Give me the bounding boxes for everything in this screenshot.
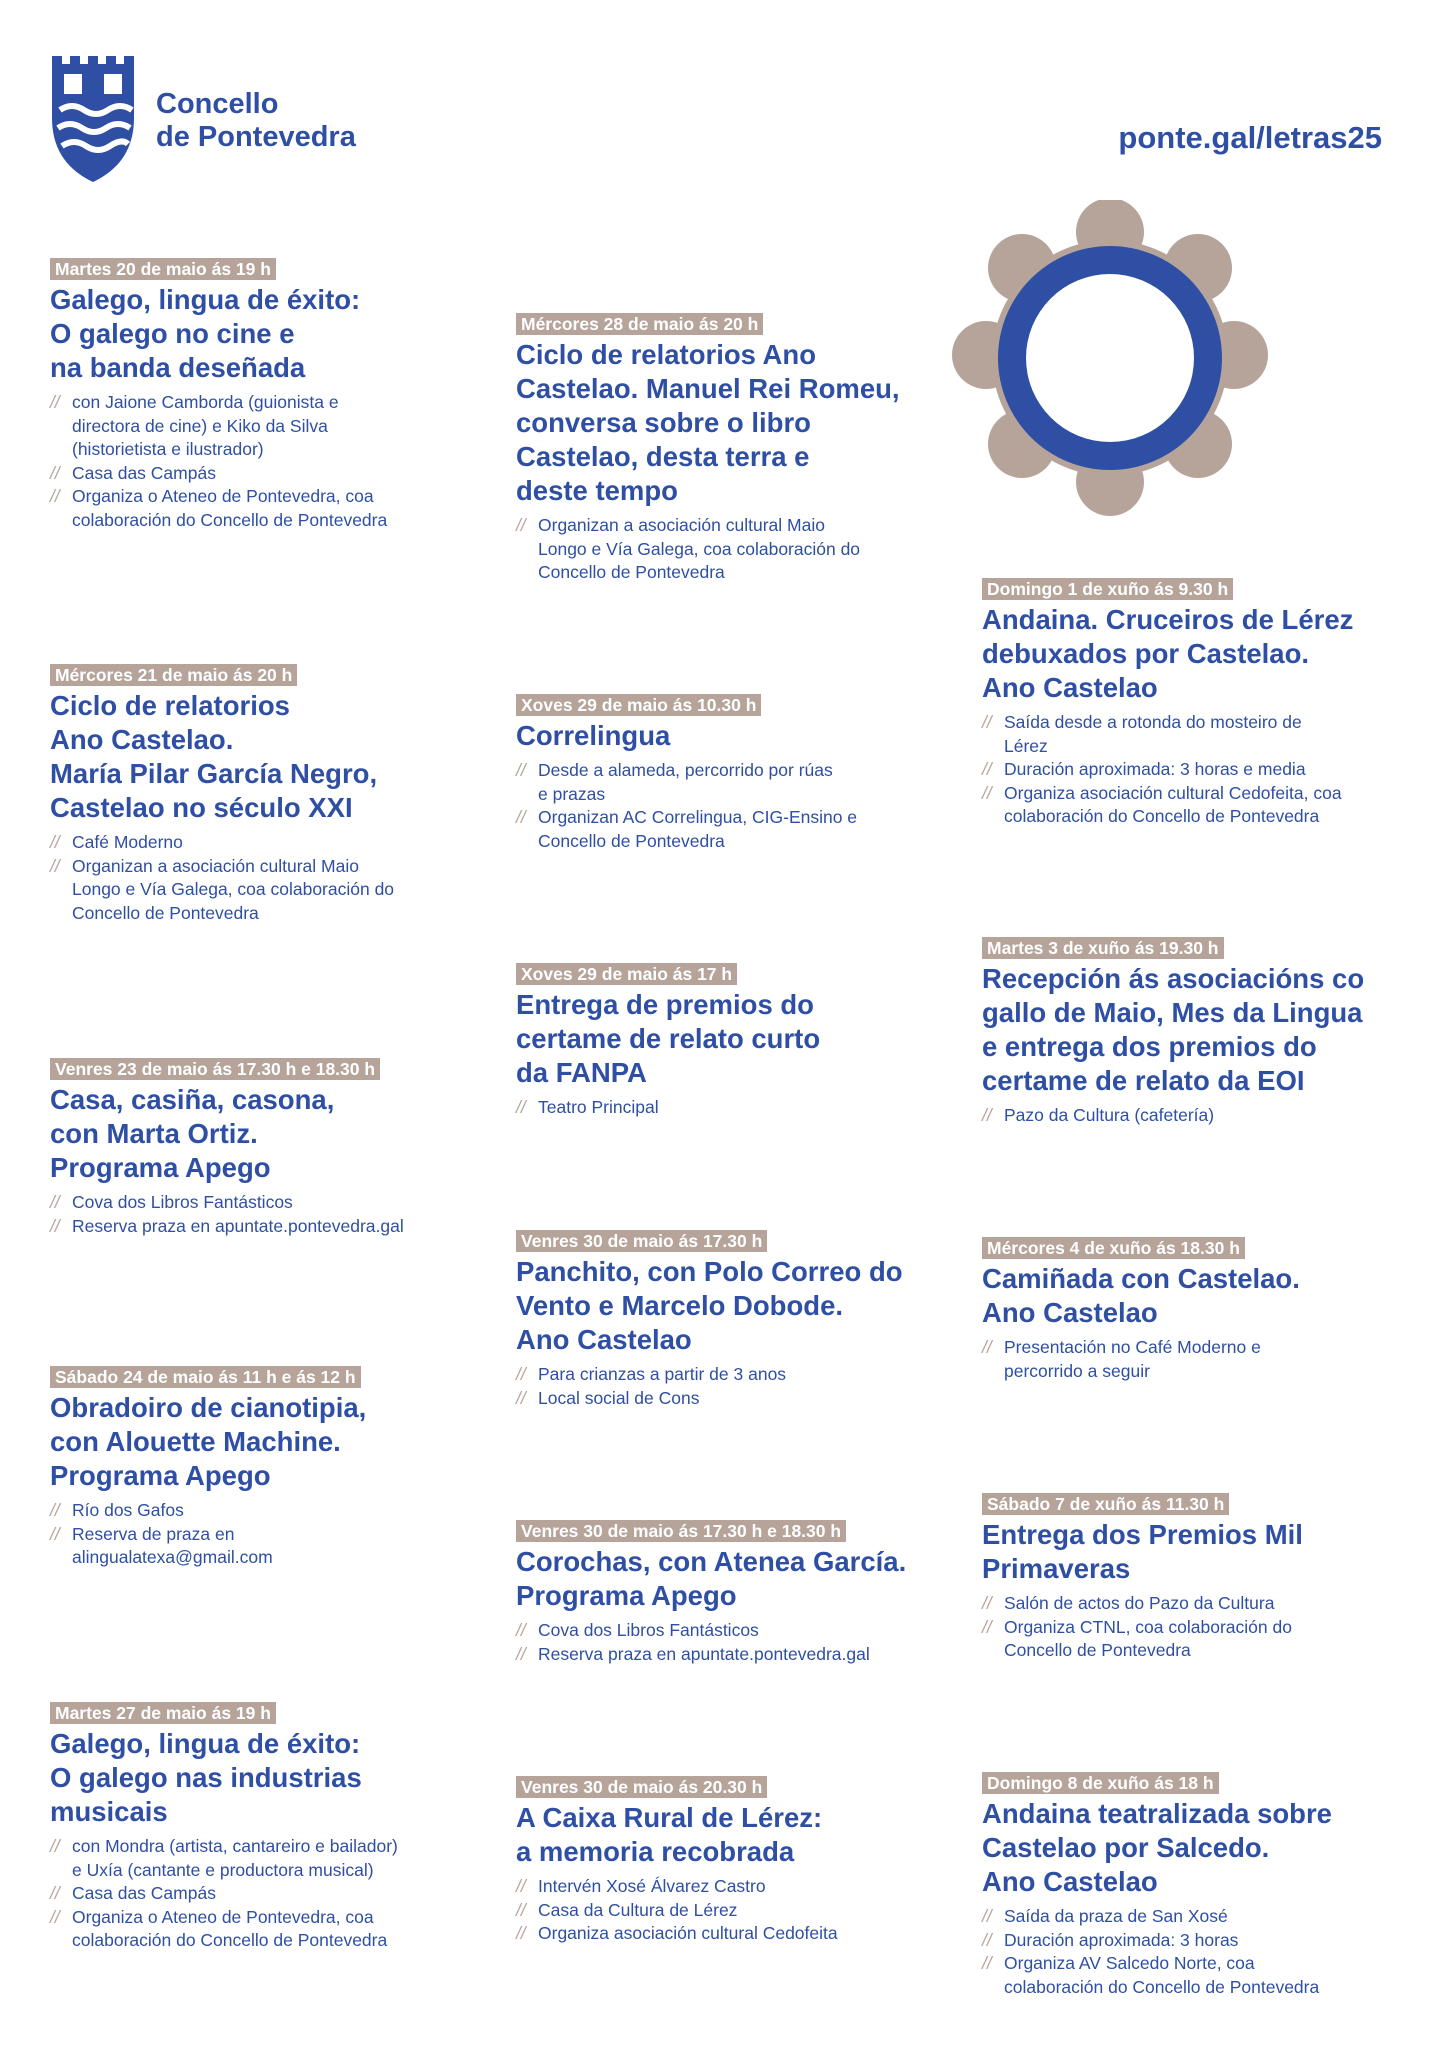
event-detail: // Organiza AV Salcedo Norte, coa colaboración do Concello de Pontevedra bbox=[982, 1953, 1320, 1997]
event-title bbox=[50, 1083, 470, 1185]
event-card bbox=[50, 1702, 470, 1953]
slash-marker-icon: // bbox=[516, 1923, 526, 1943]
event-title bbox=[982, 962, 1402, 1098]
event-date-badge: Venres 30 de maio ás 17.30 h e 18.30 h bbox=[516, 1520, 846, 1542]
event-title-line: con Alouette Machine. bbox=[50, 1426, 341, 1457]
event-title-line: Corochas, con Atenea García. bbox=[516, 1546, 907, 1577]
event-card bbox=[516, 313, 936, 585]
event-detail: // Café Moderno bbox=[50, 831, 470, 855]
event-date-badge: Domingo 1 de xuño ás 9.30 h bbox=[982, 578, 1233, 600]
event-detail: // Organiza CTNL, coa colaboración do Concello de Pontevedra bbox=[982, 1616, 1292, 1660]
slash-marker-icon: // bbox=[50, 462, 60, 483]
slash-marker-icon: // bbox=[516, 1364, 526, 1384]
event-card bbox=[982, 578, 1402, 829]
event-card bbox=[50, 664, 470, 925]
event-title-line: Ano Castelao bbox=[982, 1297, 1158, 1328]
event-date-badge: Martes 3 de xuño ás 19.30 h bbox=[982, 937, 1224, 959]
event-date-badge: Martes 27 de maio ás 19 h bbox=[50, 1702, 276, 1724]
event-card bbox=[982, 1237, 1402, 1383]
event-title-line: Programa Apego bbox=[50, 1460, 271, 1491]
slash-marker-icon: // bbox=[516, 760, 526, 780]
event-title bbox=[516, 988, 936, 1090]
slash-marker-icon: // bbox=[50, 832, 60, 852]
slash-marker-icon: // bbox=[516, 1643, 526, 1664]
slash-marker-icon: // bbox=[516, 1876, 526, 1896]
slash-marker-icon: // bbox=[982, 1616, 992, 1637]
event-detail: // Salón de actos do Pazo da Cultura bbox=[982, 1592, 1402, 1616]
event-detail: // Cova dos Libros Fantásticos bbox=[50, 1191, 470, 1215]
event-date-badge: Xoves 29 de maio ás 10.30 h bbox=[516, 694, 761, 716]
event-date-badge: Xoves 29 de maio ás 17 h bbox=[516, 963, 737, 985]
event-title bbox=[516, 1545, 936, 1613]
event-title bbox=[982, 1262, 1402, 1330]
event-detail: // Saída da praza de San Xosé bbox=[982, 1905, 1402, 1929]
event-title-line: Castelao no século XXI bbox=[50, 792, 353, 823]
event-title-line: Entrega dos Premios Mil bbox=[982, 1519, 1303, 1550]
slash-marker-icon: // bbox=[516, 1097, 526, 1117]
event-detail: // Organiza asociación cultural Cedofeita bbox=[516, 1922, 936, 1946]
event-detail: // con Jaione Camborda (guionista e directora de cine) e Kiko da Silva (historietista e ilustrador) bbox=[50, 392, 339, 459]
slash-marker-icon: // bbox=[50, 1906, 60, 1927]
event-card bbox=[50, 1058, 470, 1238]
slash-marker-icon: // bbox=[50, 1192, 60, 1212]
slash-marker-icon: // bbox=[516, 1387, 526, 1408]
event-detail: // Organiza o Ateneo de Pontevedra, coa colaboración do Concello de Pontevedra bbox=[50, 1906, 388, 1950]
event-card bbox=[516, 694, 936, 853]
event-date-badge: Sábado 7 de xuño ás 11.30 h bbox=[982, 1493, 1229, 1515]
event-title bbox=[982, 1518, 1402, 1586]
event-detail: // Local social de Cons bbox=[516, 1387, 936, 1411]
event-card bbox=[516, 1520, 936, 1666]
event-title-line: Camiñada con Castelao. bbox=[982, 1263, 1300, 1294]
event-title-line: certame de relato da EOI bbox=[982, 1065, 1305, 1096]
event-detail: // Presentación no Café Moderno e percorrido a seguir bbox=[982, 1337, 1261, 1381]
slash-marker-icon: // bbox=[982, 782, 992, 803]
event-detail: // Casa da Cultura de Lérez bbox=[516, 1899, 936, 1923]
site-url-link[interactable]: ponte.gal/letras25 bbox=[1118, 120, 1382, 155]
slash-marker-icon: // bbox=[50, 1836, 60, 1856]
slash-marker-icon: // bbox=[982, 1929, 992, 1950]
event-detail: // Intervén Xosé Álvarez Castro bbox=[516, 1875, 936, 1899]
event-title-line: Casa, casiña, casona, bbox=[50, 1084, 335, 1115]
event-title-line: Andaina teatralizada sobre bbox=[982, 1798, 1332, 1829]
event-title bbox=[516, 1255, 936, 1357]
event-title-line: Entrega de premios do bbox=[516, 989, 814, 1020]
event-title-line: Programa Apego bbox=[50, 1152, 271, 1183]
event-detail: // Teatro Principal bbox=[516, 1096, 936, 1120]
event-title bbox=[516, 719, 936, 753]
slash-marker-icon: // bbox=[50, 1215, 60, 1236]
event-title-line: Galego, lingua de éxito: bbox=[50, 1728, 361, 1759]
event-detail: // Saída desde a rotonda do mosteiro de Lérez bbox=[982, 712, 1302, 756]
event-title bbox=[50, 689, 470, 825]
slash-marker-icon: // bbox=[982, 1337, 992, 1357]
event-detail: // Reserva praza en apuntate.pontevedra.gal bbox=[516, 1643, 936, 1667]
event-title-line: Ano Castelao. bbox=[50, 724, 234, 755]
event-detail: // Río dos Gafos bbox=[50, 1499, 470, 1523]
event-title-line: certame de relato curto bbox=[516, 1023, 821, 1054]
slash-marker-icon: // bbox=[50, 1883, 60, 1903]
org-name-line: Concello bbox=[156, 88, 279, 120]
event-date-badge: Venres 23 de maio ás 17.30 h e 18.30 h bbox=[50, 1058, 380, 1080]
slash-marker-icon: // bbox=[50, 1523, 60, 1544]
event-title-line: musicais bbox=[50, 1796, 168, 1827]
slash-marker-icon: // bbox=[516, 515, 526, 535]
event-date-badge: Mércores 28 de maio ás 20 h bbox=[516, 313, 763, 335]
event-title-line: Programa Apego bbox=[516, 1580, 737, 1611]
event-title-line: Recepción ás asociacións co bbox=[982, 963, 1365, 994]
event-title-line: Ano Castelao bbox=[516, 1324, 692, 1355]
event-detail: // Organiza o Ateneo de Pontevedra, coa colaboración do Concello de Pontevedra bbox=[50, 486, 388, 530]
event-date-badge: Mércores 4 de xuño ás 18.30 h bbox=[982, 1237, 1245, 1259]
event-title-line: Castelao. Manuel Rei Romeu, bbox=[516, 373, 900, 404]
event-detail: // Organizan a asociación cultural Maio Longo e Vía Galega, coa colaboración do Concello de Pontevedra bbox=[516, 515, 861, 582]
event-card bbox=[50, 258, 470, 532]
event-title-line: Ano Castelao bbox=[982, 672, 1158, 703]
slash-marker-icon: // bbox=[982, 1593, 992, 1613]
event-detail: // Organiza asociación cultural Cedofeita, coa colaboración do Concello de Pontevedra bbox=[982, 782, 1342, 826]
event-card bbox=[516, 963, 936, 1120]
event-card bbox=[982, 1772, 1402, 1999]
event-title-line: na banda deseñada bbox=[50, 352, 306, 383]
event-title-line: Ano Castelao bbox=[982, 1866, 1158, 1897]
slash-marker-icon: // bbox=[516, 807, 526, 827]
event-title-line: Primaveras bbox=[982, 1553, 1131, 1584]
event-title-line: A Caixa Rural de Lérez: bbox=[516, 1802, 823, 1833]
event-title-line: Obradoiro de cianotipia, bbox=[50, 1392, 367, 1423]
event-title-line: debuxados por Castelao. bbox=[982, 638, 1310, 669]
event-title-line: a memoria recobrada bbox=[516, 1836, 795, 1867]
event-date-badge: Venres 30 de maio ás 17.30 h bbox=[516, 1230, 767, 1252]
event-detail: // Desde a alameda, percorrido por rúas e prazas bbox=[516, 760, 833, 804]
event-detail: // Organizan AC Correlingua, CIG-Ensino e Concello de Pontevedra bbox=[516, 807, 858, 851]
event-title-line: conversa sobre o libro bbox=[516, 407, 811, 438]
event-title-line: Ciclo de relatorios Ano bbox=[516, 339, 817, 370]
event-detail: // con Mondra (artista, cantareiro e bailador) e Uxía (cantante e productora musical) bbox=[50, 1836, 398, 1880]
event-title bbox=[50, 1391, 470, 1493]
event-title-line: O galego no cine e bbox=[50, 318, 295, 349]
org-name-line: de Pontevedra bbox=[156, 121, 356, 153]
slash-marker-icon: // bbox=[982, 1906, 992, 1926]
slash-marker-icon: // bbox=[50, 392, 60, 412]
event-card bbox=[982, 1493, 1402, 1663]
event-detail: // Organizan a asociación cultural Maio Longo e Vía Galega, coa colaboración do Concello de Pontevedra bbox=[50, 855, 395, 923]
event-title-line: Castelao, desta terra e bbox=[516, 441, 810, 472]
event-title bbox=[50, 1727, 470, 1829]
event-detail: // Cova dos Libros Fantásticos bbox=[516, 1619, 936, 1643]
slash-marker-icon: // bbox=[50, 855, 60, 876]
event-title-line: con Marta Ortiz. bbox=[50, 1118, 258, 1149]
event-title-line: deste tempo bbox=[516, 475, 678, 506]
event-title-line: Correlingua bbox=[516, 720, 671, 751]
event-detail: // Para crianzas a partir de 3 anos bbox=[516, 1363, 936, 1387]
event-detail: // Pazo da Cultura (cafetería) bbox=[982, 1104, 1402, 1128]
event-title bbox=[516, 1801, 936, 1869]
event-title-line: gallo de Maio, Mes da Lingua bbox=[982, 997, 1363, 1028]
event-title-line: Panchito, con Polo Correo do bbox=[516, 1256, 903, 1287]
event-detail: // Duración aproximada: 3 horas e media bbox=[982, 758, 1402, 782]
event-title bbox=[50, 283, 470, 385]
event-date-badge: Martes 20 de maio ás 19 h bbox=[50, 258, 276, 280]
event-date-badge: Sábado 24 de maio ás 11 h e ás 12 h bbox=[50, 1366, 361, 1388]
event-title-line: e entrega dos premios do bbox=[982, 1031, 1317, 1062]
event-detail: // Casa das Campás bbox=[50, 1882, 470, 1906]
event-title-line: Ciclo de relatorios bbox=[50, 690, 290, 721]
org-name bbox=[156, 88, 356, 154]
event-card bbox=[516, 1230, 936, 1410]
concello-shield-logo bbox=[52, 56, 134, 182]
event-date-badge: Domingo 8 de xuño ás 18 h bbox=[982, 1772, 1219, 1794]
slash-marker-icon: // bbox=[516, 1620, 526, 1640]
event-title-line: Vento e Marcelo Dobode. bbox=[516, 1290, 844, 1321]
event-card bbox=[50, 1366, 470, 1570]
slash-marker-icon: // bbox=[982, 1105, 992, 1125]
event-title bbox=[982, 603, 1402, 705]
event-title-line: Andaina. Cruceiros de Lérez bbox=[982, 604, 1354, 635]
event-date-badge: Venres 30 de maio ás 20.30 h bbox=[516, 1776, 767, 1798]
event-title-line: O galego nas industrias bbox=[50, 1762, 362, 1793]
letras-emblem-graphic bbox=[950, 200, 1270, 520]
slash-marker-icon: // bbox=[50, 486, 60, 506]
event-title-line: da FANPA bbox=[516, 1057, 647, 1088]
event-detail: // Reserva de praza en alingualatexa@gmail.com bbox=[50, 1523, 273, 1567]
event-detail: // Duración aproximada: 3 horas bbox=[982, 1929, 1402, 1953]
event-title bbox=[982, 1797, 1402, 1899]
slash-marker-icon: // bbox=[50, 1500, 60, 1520]
slash-marker-icon: // bbox=[516, 1899, 526, 1920]
slash-marker-icon: // bbox=[982, 1953, 992, 1973]
event-date-badge: Mércores 21 de maio ás 20 h bbox=[50, 664, 297, 686]
slash-marker-icon: // bbox=[982, 759, 992, 779]
event-title-line: María Pilar García Negro, bbox=[50, 758, 378, 789]
slash-marker-icon: // bbox=[982, 712, 992, 732]
event-detail: // Casa das Campás bbox=[50, 462, 470, 486]
event-detail: // Reserva praza en apuntate.pontevedra.gal bbox=[50, 1215, 470, 1239]
event-card bbox=[516, 1776, 936, 1946]
event-title-line: Galego, lingua de éxito: bbox=[50, 284, 361, 315]
event-title-line: Castelao por Salcedo. bbox=[982, 1832, 1270, 1863]
event-card bbox=[982, 937, 1402, 1128]
event-title bbox=[516, 338, 936, 508]
